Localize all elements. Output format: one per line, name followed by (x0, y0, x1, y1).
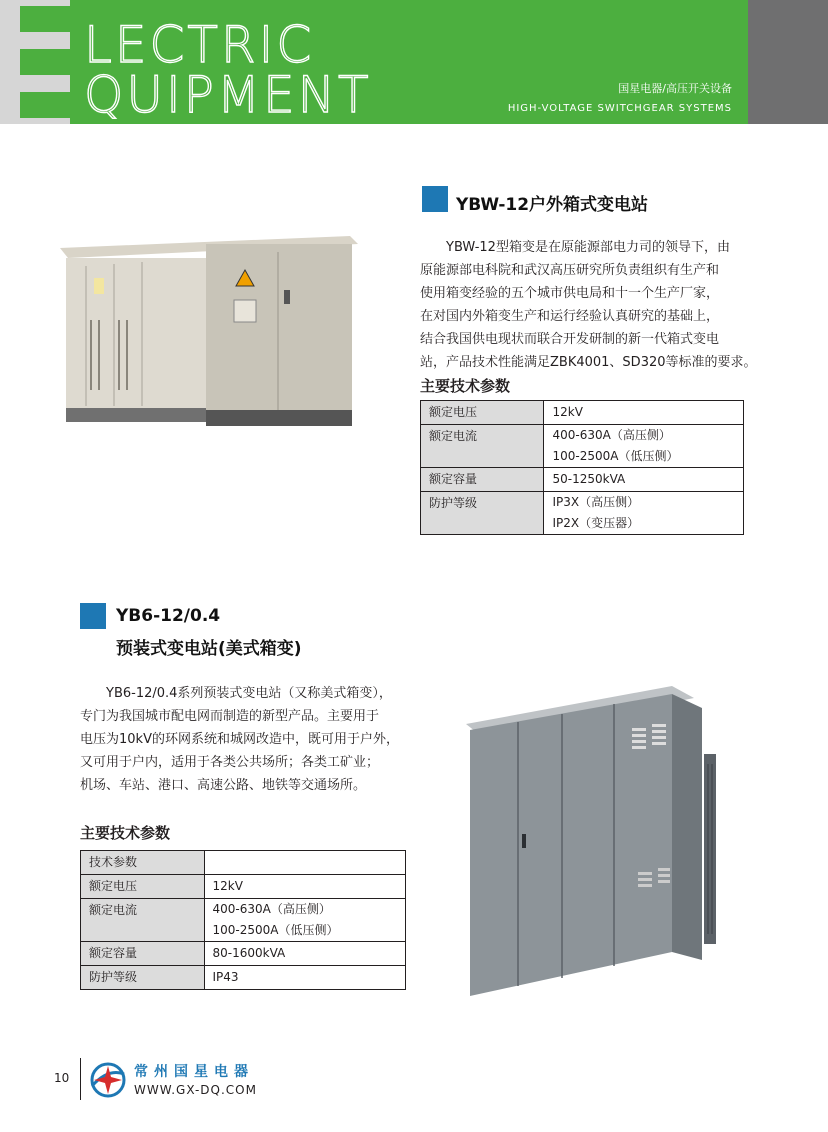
table-row (81, 875, 406, 899)
section2-title-line1: YB6-12/0.4 (116, 606, 221, 626)
spec-label: 防护等级 (81, 966, 205, 990)
section1-table-title: 主要技术参数 (420, 377, 511, 395)
spec-label: 额定电流 (421, 425, 544, 468)
section2-paragraph-line: 又可用于户内，适用于各类公共场所；各类工矿业； (80, 755, 380, 770)
section1-paragraph-line: 站，产品技术性能满足ZBK4001、SD320等标准的要求。 (420, 355, 757, 370)
company-logo-icon (88, 1060, 128, 1100)
table-row (81, 899, 406, 942)
section1-paragraph-line: 结合我国供电现状而联合开发研制的新一代箱式变电 (420, 332, 720, 347)
section1-paragraph-line: YBW-12型箱变是在原能源部电力司的领导下，由 (420, 240, 730, 255)
spec-value-line (213, 852, 398, 873)
spec-label: 防护等级 (421, 492, 544, 535)
spec-value (544, 401, 744, 425)
section1-paragraph-line: 使用箱变经验的五个城市供电局和十一个生产厂家， (420, 286, 720, 301)
footer-company-name: 常州国星电器 (134, 1064, 254, 1080)
header-word-quipment: QUIPMENT (84, 66, 372, 124)
section2-paragraph-line: 专门为我国城市配电网而制造的新型产品。主要用于 (80, 709, 380, 724)
spec-label: 技术参数 (81, 851, 205, 875)
spec-value-line: IP2X（变压器） (552, 516, 640, 530)
ybw12-substation-photo (56, 230, 366, 440)
section2-paragraph-line: 机场、车站、港口、高速公路、地铁等交通场所。 (80, 778, 367, 793)
table-row (81, 942, 406, 966)
header-word-lectric: LECTRIC (84, 16, 315, 74)
section1-paragraph-line: 在对国内外箱变生产和运行经验认真研究的基础上， (420, 309, 720, 324)
header-e-logo-shape (20, 6, 70, 118)
spec-value-line: 100-2500A（低压侧） (212, 923, 339, 937)
section2-spec-table (80, 850, 406, 990)
table-row (421, 468, 744, 492)
spec-label: 额定电压 (421, 401, 544, 425)
footer-divider (80, 1058, 81, 1100)
spec-value-line: 12kV (212, 879, 243, 893)
spec-value-line: 50-1250kVA (552, 472, 626, 486)
table-row (421, 492, 744, 535)
spec-value-line: 400-630A（高压侧） (552, 428, 671, 442)
section1-paragraph (420, 236, 757, 374)
footer-website-link[interactable]: WWW.GX-DQ.COM (134, 1083, 257, 1097)
spec-value (204, 966, 406, 990)
spec-value-line: 400-630A（高压侧） (212, 902, 331, 916)
spec-value-line: IP3X（高压侧） (552, 495, 640, 509)
spec-value-line: IP43 (212, 970, 239, 984)
section2-marker-square (80, 603, 106, 629)
spec-value-line: 100-2500A（低压侧） (552, 449, 679, 463)
spec-value (544, 492, 744, 535)
header-dark-grey-block (748, 0, 828, 124)
table-row (421, 401, 744, 425)
section1-paragraph-line: 原能源部电科院和武汉高压研究所负责组织有生产和 (420, 263, 720, 278)
section1-title: YBW-12户外箱式变电站 (456, 195, 649, 215)
spec-label: 额定容量 (81, 942, 205, 966)
spec-label: 额定电压 (81, 875, 205, 899)
page-number: 10 (54, 1071, 70, 1085)
spec-value-line: 12kV (552, 405, 583, 419)
section1-spec-table (420, 400, 744, 535)
yb6-substation-photo (462, 684, 726, 1000)
spec-label: 额定电流 (81, 899, 205, 942)
table-row (81, 851, 406, 875)
spec-value (204, 942, 406, 966)
section2-table-title: 主要技术参数 (80, 824, 171, 842)
section2-paragraph-line: 电压为10kV的环网系统和城网改造中，既可用于户外， (80, 732, 399, 747)
spec-value (204, 875, 406, 899)
spec-value (544, 468, 744, 492)
section1-marker-square (422, 186, 448, 212)
page-header (0, 0, 828, 124)
spec-value (544, 425, 744, 468)
spec-value (204, 899, 406, 942)
table-row (421, 425, 744, 468)
header-subtitle-cn: 国星电器/高压开关设备 (618, 82, 732, 95)
header-subtitle-en: HIGH-VOLTAGE SWITCHGEAR SYSTEMS (507, 103, 732, 114)
spec-label: 额定容量 (421, 468, 544, 492)
section2-paragraph (80, 682, 399, 797)
section2-paragraph-line: YB6-12/0.4系列预装式变电站（又称美式箱变）， (80, 686, 392, 701)
section2-title-line2: 预装式变电站(美式箱变) (116, 639, 302, 659)
spec-value-line: 80-1600kVA (212, 946, 286, 960)
spec-value (204, 851, 406, 875)
table-row (81, 966, 406, 990)
